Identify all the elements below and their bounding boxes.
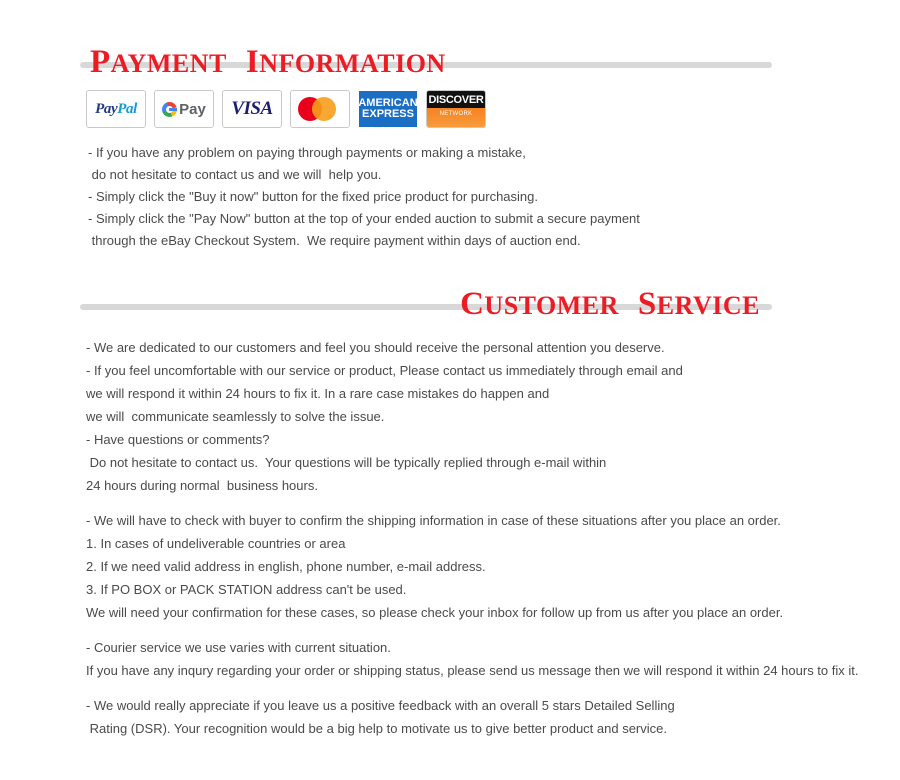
- service-line: We will need your confirmation for these cases, so please check your inbox for follow up from us after you place an order.: [86, 605, 784, 620]
- payment-line: do not hesitate to contact us and we will help you.: [88, 167, 382, 182]
- service-line: 2. If we need valid address in english, phone number, e-mail address.: [86, 559, 486, 574]
- discover-line-1: DISCOVER: [427, 91, 485, 108]
- customer-service-body: [86, 336, 858, 740]
- page-title-customer-service: [460, 288, 760, 321]
- service-line: we will respond it within 24 hours to fix it. In a rare case mistakes do happen and: [86, 386, 550, 401]
- payment-title-initial-2: I: [245, 44, 260, 80]
- service-title-word-1: [460, 286, 623, 322]
- payment-line: - If you have any problem on paying through payments or making a mistake,: [88, 145, 526, 160]
- service-line-spacer: [86, 682, 858, 694]
- amex-line-1: AMERICAN: [358, 97, 418, 109]
- service-title-word-2: [637, 286, 760, 322]
- google-g-icon: [162, 102, 177, 117]
- paypal-logo-text: PayPal: [95, 100, 137, 117]
- discover-line-2: NETWORK: [427, 108, 485, 127]
- paypal-logo: [86, 90, 146, 128]
- service-line: 24 hours during normal business hours.: [86, 478, 318, 493]
- payment-title-rest-1: AYMENT: [110, 49, 227, 78]
- amex-line-2: EXPRESS: [362, 108, 414, 120]
- service-line: Rating (DSR). Your recognition would be a big help to motivate us to give better product and service.: [86, 721, 667, 736]
- service-line: - We would really appreciate if you leave us a positive feedback with an overall 5 stars Detailed Selling: [86, 698, 675, 713]
- amex-logo: [358, 90, 418, 128]
- service-line-spacer: [86, 497, 858, 509]
- visa-logo: [222, 90, 282, 128]
- discover-logo: [426, 90, 486, 128]
- service-line: If you have any inqury regarding your order or shipping status, please send us message then we will respond it within 24 hours to fix it.: [86, 663, 859, 678]
- discover-logo-box: [427, 91, 485, 127]
- payment-information-body: [88, 142, 640, 252]
- payment-logos: [86, 90, 486, 128]
- google-pay-label: Pay: [179, 100, 206, 118]
- payment-line: - Simply click the "Pay Now" button at the top of your ended auction to submit a secure payment: [88, 211, 640, 226]
- service-title-rest-2: ERVICE: [656, 291, 760, 320]
- payment-title-word-1: [90, 44, 231, 80]
- payment-title-initial-1: P: [90, 44, 111, 80]
- service-line: - If you feel uncomfortable with our service or product, Please contact us immediately through email and: [86, 363, 683, 378]
- payment-title-rest-2: NFORMATION: [259, 49, 446, 78]
- visa-logo-text: VISA: [231, 98, 273, 119]
- service-title-initial-2: S: [637, 286, 657, 322]
- service-title-rest-1: USTOMER: [484, 291, 619, 320]
- service-line: 1. In cases of undeliverable countries or area: [86, 536, 346, 551]
- payment-title-word-2: [245, 44, 446, 80]
- payment-line: - Simply click the "Buy it now" button for the fixed price product for purchasing.: [88, 189, 538, 204]
- service-line: - We will have to check with buyer to confirm the shipping information in case of these situations after you place an order.: [86, 513, 781, 528]
- service-line: 3. If PO BOX or PACK STATION address can't be used.: [86, 582, 407, 597]
- service-line: - Courier service we use varies with current situation.: [86, 640, 391, 655]
- google-pay-logo: [154, 90, 214, 128]
- service-line: we will communicate seamlessly to solve the issue.: [86, 409, 385, 424]
- amex-logo-box: [359, 91, 417, 127]
- page-title-payment-information: [90, 46, 446, 79]
- service-title-initial-1: C: [460, 286, 485, 322]
- customer-service-header: [0, 274, 900, 318]
- service-line: Do not hesitate to contact us. Your questions will be typically replied through e-mail within: [86, 455, 607, 470]
- service-line: - Have questions or comments?: [86, 432, 270, 447]
- mastercard-logo: [290, 90, 350, 128]
- mastercard-circles-icon: [296, 94, 344, 124]
- google-pay-logo-text: [162, 101, 206, 118]
- payment-line: through the eBay Checkout System. We require payment within days of auction end.: [88, 233, 581, 248]
- service-line: - We are dedicated to our customers and feel you should receive the personal attention you deserve.: [86, 340, 665, 355]
- service-line-spacer: [86, 624, 858, 636]
